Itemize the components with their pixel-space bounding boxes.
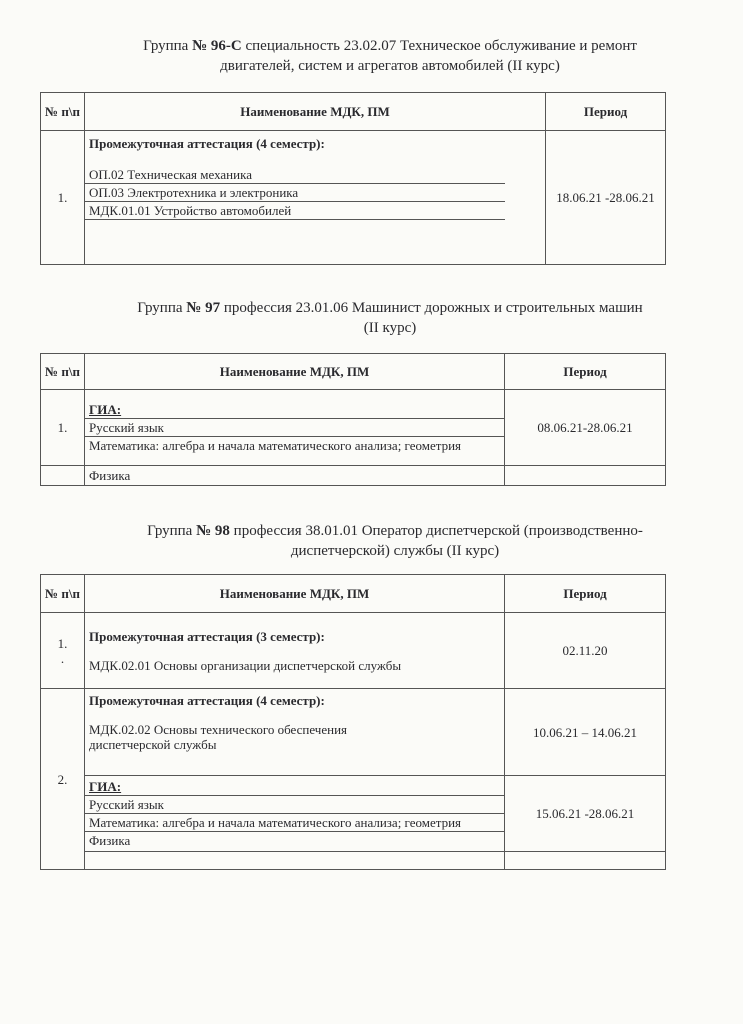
row-subjects xyxy=(85,613,505,689)
row-subjects xyxy=(85,390,505,466)
col-name-header: Наименование МДК, ПМ xyxy=(85,354,505,390)
group98-title: Группа № 98 профессия 38.01.01 Оператор диспетчерской (производственно- диспетчерской) службы (II курс) xyxy=(147,523,643,559)
row-number: 1. . xyxy=(41,613,85,689)
col-period-header: Период xyxy=(505,575,666,613)
table-row xyxy=(41,689,666,776)
subject-item: Русский язык xyxy=(85,796,504,814)
row-subjects xyxy=(85,776,505,852)
table-header-row xyxy=(41,354,666,390)
table-header-row xyxy=(41,575,666,613)
row-number: 1. xyxy=(41,131,85,265)
group96-table xyxy=(40,92,666,265)
group97-table xyxy=(40,353,666,486)
col-name-header: Наименование МДК, ПМ xyxy=(85,93,546,131)
row-number: 1. xyxy=(41,390,85,466)
subject-item: Физика xyxy=(89,833,131,848)
group98-table xyxy=(40,574,666,870)
group97-number: № 97 xyxy=(186,300,221,316)
gia-heading: ГИА: xyxy=(85,778,504,796)
subject-item: МДК.02.01 Основы организации диспетчерской службы xyxy=(89,657,402,673)
gia-heading: ГИА: xyxy=(85,401,504,419)
period-cell: 08.06.21-28.06.21 xyxy=(505,390,666,466)
period-cell: 18.06.21 -28.06.21 xyxy=(546,131,666,265)
period-cell: 10.06.21 – 14.06.21 xyxy=(505,689,666,776)
col-num-header: № п\п xyxy=(41,93,85,131)
table-row xyxy=(41,613,666,689)
subject-item: Математика: алгебра и начала математического анализа; геометрия xyxy=(85,814,504,832)
attestation-heading: Промежуточная аттестация (4 семестр): xyxy=(89,693,325,708)
period-cell: 02.11.20 xyxy=(505,613,666,689)
group97-title: Группа № 97 профессия 23.01.06 Машинист дорожных и строительных машин (II курс) xyxy=(137,300,643,336)
attestation-heading: Промежуточная аттестация (3 семестр): xyxy=(89,628,325,644)
subject-item: ОП.02 Техническая механика xyxy=(85,166,505,184)
row-subjects xyxy=(85,131,546,265)
group98-number: № 98 xyxy=(196,523,230,539)
row-number: 2. xyxy=(41,689,85,870)
col-num-header: № п\п xyxy=(41,575,85,613)
subject-item: ОП.03 Электротехника и электроника xyxy=(85,184,505,202)
period-cell: 15.06.21 -28.06.21 xyxy=(505,776,666,852)
row-subjects xyxy=(85,689,505,776)
attestation-heading: Промежуточная аттестация (4 семестр): xyxy=(89,136,325,151)
subject-item: Физика xyxy=(85,466,505,486)
subject-item: Математика: алгебра и начала математического анализа; геометрия xyxy=(89,438,462,453)
subject-item: Русский язык xyxy=(85,419,504,437)
subject-item: МДК.02.02 Основы технического обеспечения диспетчерской службы xyxy=(89,722,348,752)
table-row xyxy=(41,776,666,852)
table-row xyxy=(41,390,666,466)
subject-item: МДК.01.01 Устройство автомобилей xyxy=(85,202,505,220)
table-row xyxy=(41,852,666,870)
col-period-header: Период xyxy=(546,93,666,131)
col-num-header: № п\п xyxy=(41,354,85,390)
table-header-row xyxy=(41,93,666,131)
col-name-header: Наименование МДК, ПМ xyxy=(85,575,505,613)
table-row xyxy=(41,466,666,486)
group96-title: Группа № 96-С специальность 23.02.07 Техническое обслуживание и ремонт двигателей, систем и агрегатов автомобилей (II курс) xyxy=(143,38,637,74)
col-period-header: Период xyxy=(505,354,666,390)
group96-number: № 96-С xyxy=(192,38,242,54)
table-row xyxy=(41,131,666,265)
